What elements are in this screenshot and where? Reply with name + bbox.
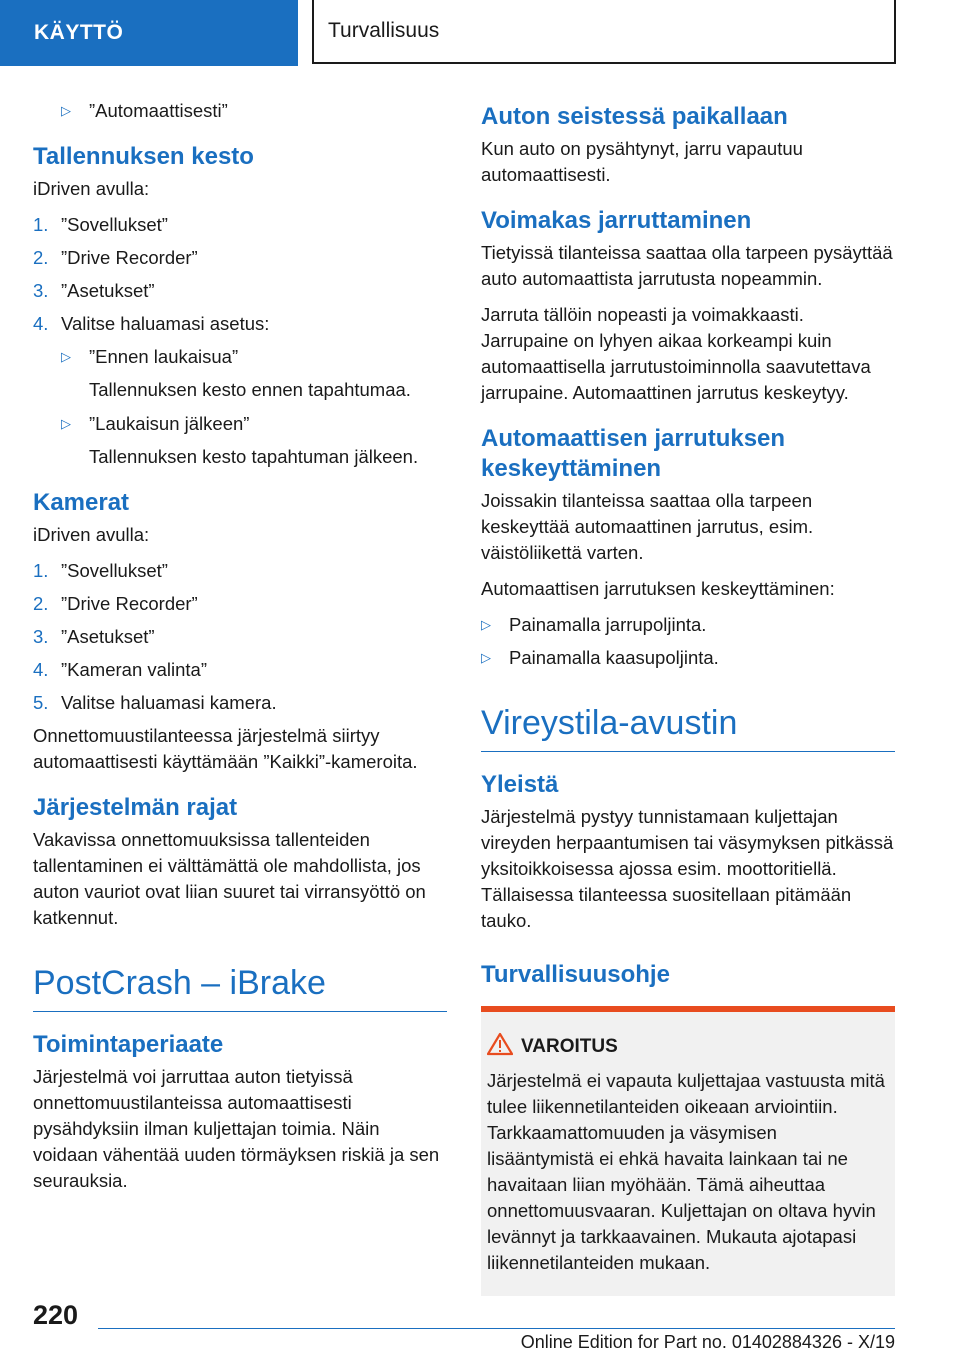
cameras-note: Onnettomuustilanteessa järjestelmä siirtyy automaattisesti käyttämään ”Kaikki”-kameroita. bbox=[33, 725, 418, 772]
list-item: ▷ ”Automaattisesti” bbox=[61, 98, 447, 124]
principle-heading: Toimintaperiaate bbox=[33, 1031, 224, 1058]
system-limits-text: Vakavissa onnettomuuksissa tallenteiden tallentaminen ei välttämättä ole mahdollista, jos auton vauriot ovat liian suuret tai virransyöttö on katkennut. bbox=[33, 829, 426, 928]
chapter-title: Turvallisuus bbox=[312, 0, 896, 64]
page-header bbox=[0, 0, 960, 66]
list-item: ▷ ”Ennen laukaisua” bbox=[61, 344, 447, 370]
recording-intro: iDriven avulla: bbox=[33, 178, 150, 199]
list-item: ▷ ”Laukaisun jälkeen” bbox=[61, 411, 447, 437]
general-heading: Yleistä bbox=[481, 771, 559, 798]
list-item: ▷ Painamalla kaasupoljinta. bbox=[481, 645, 895, 671]
triangle-bullet-icon: ▷ bbox=[61, 103, 71, 118]
interrupt-heading: Automaattisen jarrutuksen keskeyttäminen bbox=[481, 425, 786, 482]
interrupt-text: Automaattisen jarrutuksen keskeyttäminen: bbox=[481, 578, 835, 599]
standstill-heading: Auton seistessä paikallaan bbox=[481, 103, 788, 130]
standstill-text: Kun auto on pysähtynyt, jarru vapautuu automaattisesti. bbox=[481, 138, 803, 185]
list-item: 5. Valitse haluamasi kamera. bbox=[33, 692, 277, 713]
list-item: 3. ”Asetukset” bbox=[33, 626, 155, 647]
list-item: 3. ”Asetukset” bbox=[33, 280, 155, 301]
recording-steps bbox=[33, 212, 447, 470]
page-number: 220 bbox=[33, 1300, 79, 1330]
warning-box bbox=[481, 1006, 895, 1296]
footer-edition: Online Edition for Part no. 01402884326 - X/19 bbox=[520, 1332, 895, 1352]
triangle-bullet-icon: ▷ bbox=[61, 349, 71, 364]
camera-steps bbox=[33, 558, 447, 716]
right-column bbox=[481, 98, 895, 1296]
cameras-heading: Kamerat bbox=[33, 489, 130, 516]
list-item: 4. ”Kameran valinta” bbox=[33, 659, 208, 680]
option-description: Tallennuksen kesto tapahtuman jälkeen. bbox=[89, 446, 419, 467]
list-item: 1. ”Sovellukset” bbox=[33, 560, 168, 581]
vigilance-title: Vireystila-avustin bbox=[481, 701, 895, 752]
warning-triangle-icon bbox=[487, 1032, 521, 1062]
section-tab: KÄYTTÖ bbox=[0, 0, 298, 66]
warning-title: VAROITUS bbox=[521, 1036, 618, 1057]
recording-duration-heading: Tallennuksen kesto bbox=[33, 143, 254, 170]
warning-header bbox=[487, 1032, 887, 1062]
interrupt-text: Joissakin tilanteissa saattaa olla tarpeen keskeyttää automaattinen jarrutus, esim. väistöliikettä varten. bbox=[481, 490, 814, 563]
strong-braking-heading: Voimakas jarruttaminen bbox=[481, 207, 752, 234]
safety-heading: Turvallisuusohje bbox=[481, 961, 670, 988]
left-column bbox=[33, 98, 447, 1204]
cameras-intro: iDriven avulla: bbox=[33, 524, 150, 545]
principle-text: Järjestelmä voi jarruttaa auton tietyissä onnettomuustilanteissa automaattisesti pysähdyksiin ilman kuljettajan toimia. Näin voidaan vähentää uuden törmäyksen riskiä ja sen seurauksia. bbox=[33, 1066, 440, 1191]
general-text: Järjestelmä pystyy tunnistamaan kuljettajan vireyden herpaantumisen tai väsymyksen pitkässä yksitoikkoisessa ajossa esim. moottoritiellä. Tällaisessa tilanteessa suositellaan pitämään tauko. bbox=[481, 806, 894, 931]
list-item: 2. ”Drive Recorder” bbox=[33, 593, 198, 614]
strong-braking-text: Jarruta tällöin nopeasti ja voimakkaasti. Jarrupaine on lyhyen aikaa korkeampi kuin automaattisella jarrutustoiminnolla saavutettava jarrupaine. Automaattinen jarrutus keskeytyy. bbox=[481, 304, 871, 403]
list-item: 1. ”Sovellukset” bbox=[33, 214, 168, 235]
list-item: 2. ”Drive Recorder” bbox=[33, 247, 198, 268]
system-limits-heading: Järjestelmän rajat bbox=[33, 794, 238, 821]
triangle-bullet-icon: ▷ bbox=[481, 617, 491, 632]
warning-text: Järjestelmä ei vapauta kuljettajaa vastuusta mitä tulee liikennetilanteiden oikeaan arviointiin. Tarkkaamattomuuden ja väsymisen lisääntymistä ei ehkä havaita lainkaan tai ne havaitaan liian myöhään. Tämä aiheuttaa onnettomuusvaaran. Kuljettajan on oltava hyvin levännyt ja tarkkaavainen. Mukauta ajotapasi liikennetilanteiden mukaan. bbox=[487, 1070, 885, 1273]
option-description: Tallennuksen kesto ennen tapahtumaa. bbox=[89, 379, 411, 400]
triangle-bullet-icon: ▷ bbox=[61, 416, 71, 431]
footer-divider bbox=[98, 1328, 895, 1329]
list-item: ▷ Painamalla jarrupoljinta. bbox=[481, 612, 895, 638]
strong-braking-text: Tietyissä tilanteissa saattaa olla tarpeen pysäyttää auto automaattista jarrutusta nopeammin. bbox=[481, 242, 893, 289]
postcrash-title: PostCrash – iBrake bbox=[33, 961, 447, 1012]
triangle-bullet-icon: ▷ bbox=[481, 650, 491, 665]
list-item: 4. Valitse haluamasi asetus: bbox=[33, 313, 270, 334]
